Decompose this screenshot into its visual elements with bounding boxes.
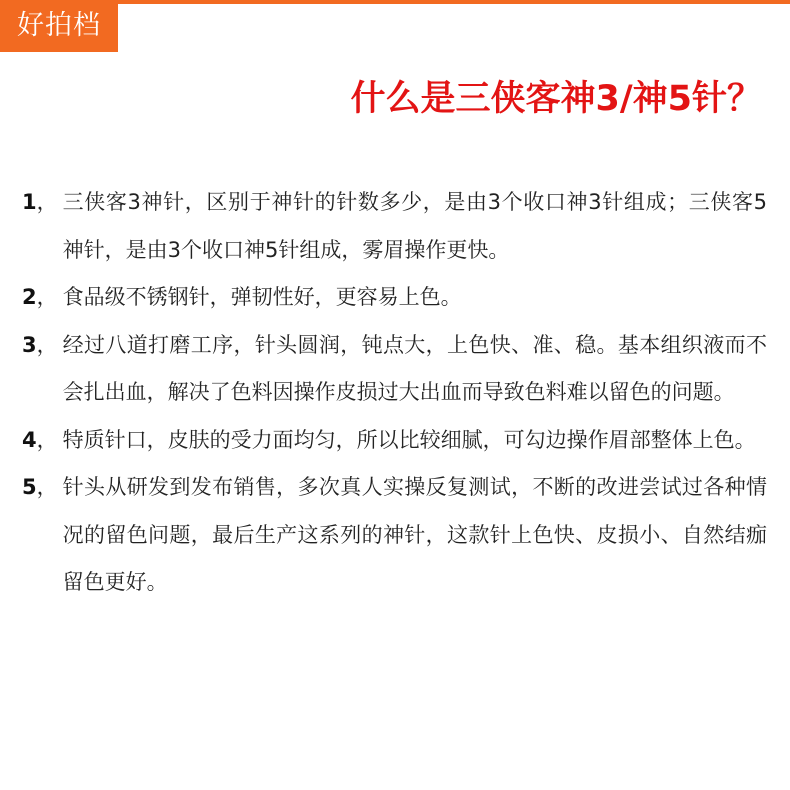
brand-logo: 好拍档 [0, 0, 118, 52]
item-separator: ， [36, 475, 58, 499]
item-number: 5 [22, 475, 37, 499]
list-item [22, 464, 767, 607]
list-item [22, 179, 767, 274]
item-text: 特质针口，皮肤的受力面均匀，所以比较细腻，可勾边操作眉部整体上色。 [62, 427, 756, 452]
item-number: 4 [22, 427, 37, 452]
item-number: 3 [22, 332, 37, 357]
item-text: 食品级不锈钢针，弹韧性好，更容易上色。 [62, 285, 462, 309]
list-item [22, 322, 767, 417]
page-title: 什么是三侠客神3/神5针？ [350, 79, 762, 119]
list-item [22, 417, 767, 465]
item-text: 经过八道打磨工序，针头圆润，钝点大，上色快、准、稳。基本组织液而不会扎出血，解决了色料因操作皮损过大出血而导致色料难以留色的问题。 [62, 332, 767, 404]
item-number: 2 [22, 285, 37, 309]
item-number: 1 [22, 190, 37, 214]
list-item [22, 274, 767, 322]
item-text: 三侠客3神针，区别于神针的针数多少，是由3个收口神3针组成；三侠客5神针，是由3个收口神5针组成，雾眉操作更快。 [62, 190, 767, 262]
top-accent-bar [0, 0, 790, 4]
item-separator: ， [36, 190, 58, 214]
feature-list [22, 179, 767, 607]
item-separator: ， [36, 332, 58, 357]
item-separator: ， [36, 427, 58, 452]
item-separator: ， [36, 285, 58, 309]
item-text: 针头从研发到发布销售，多次真人实操反复测试，不断的改进尝试过各种情况的留色问题，最后生产这系列的神针，这款针上色快、皮损小、自然结痂留色更好。 [62, 475, 767, 594]
